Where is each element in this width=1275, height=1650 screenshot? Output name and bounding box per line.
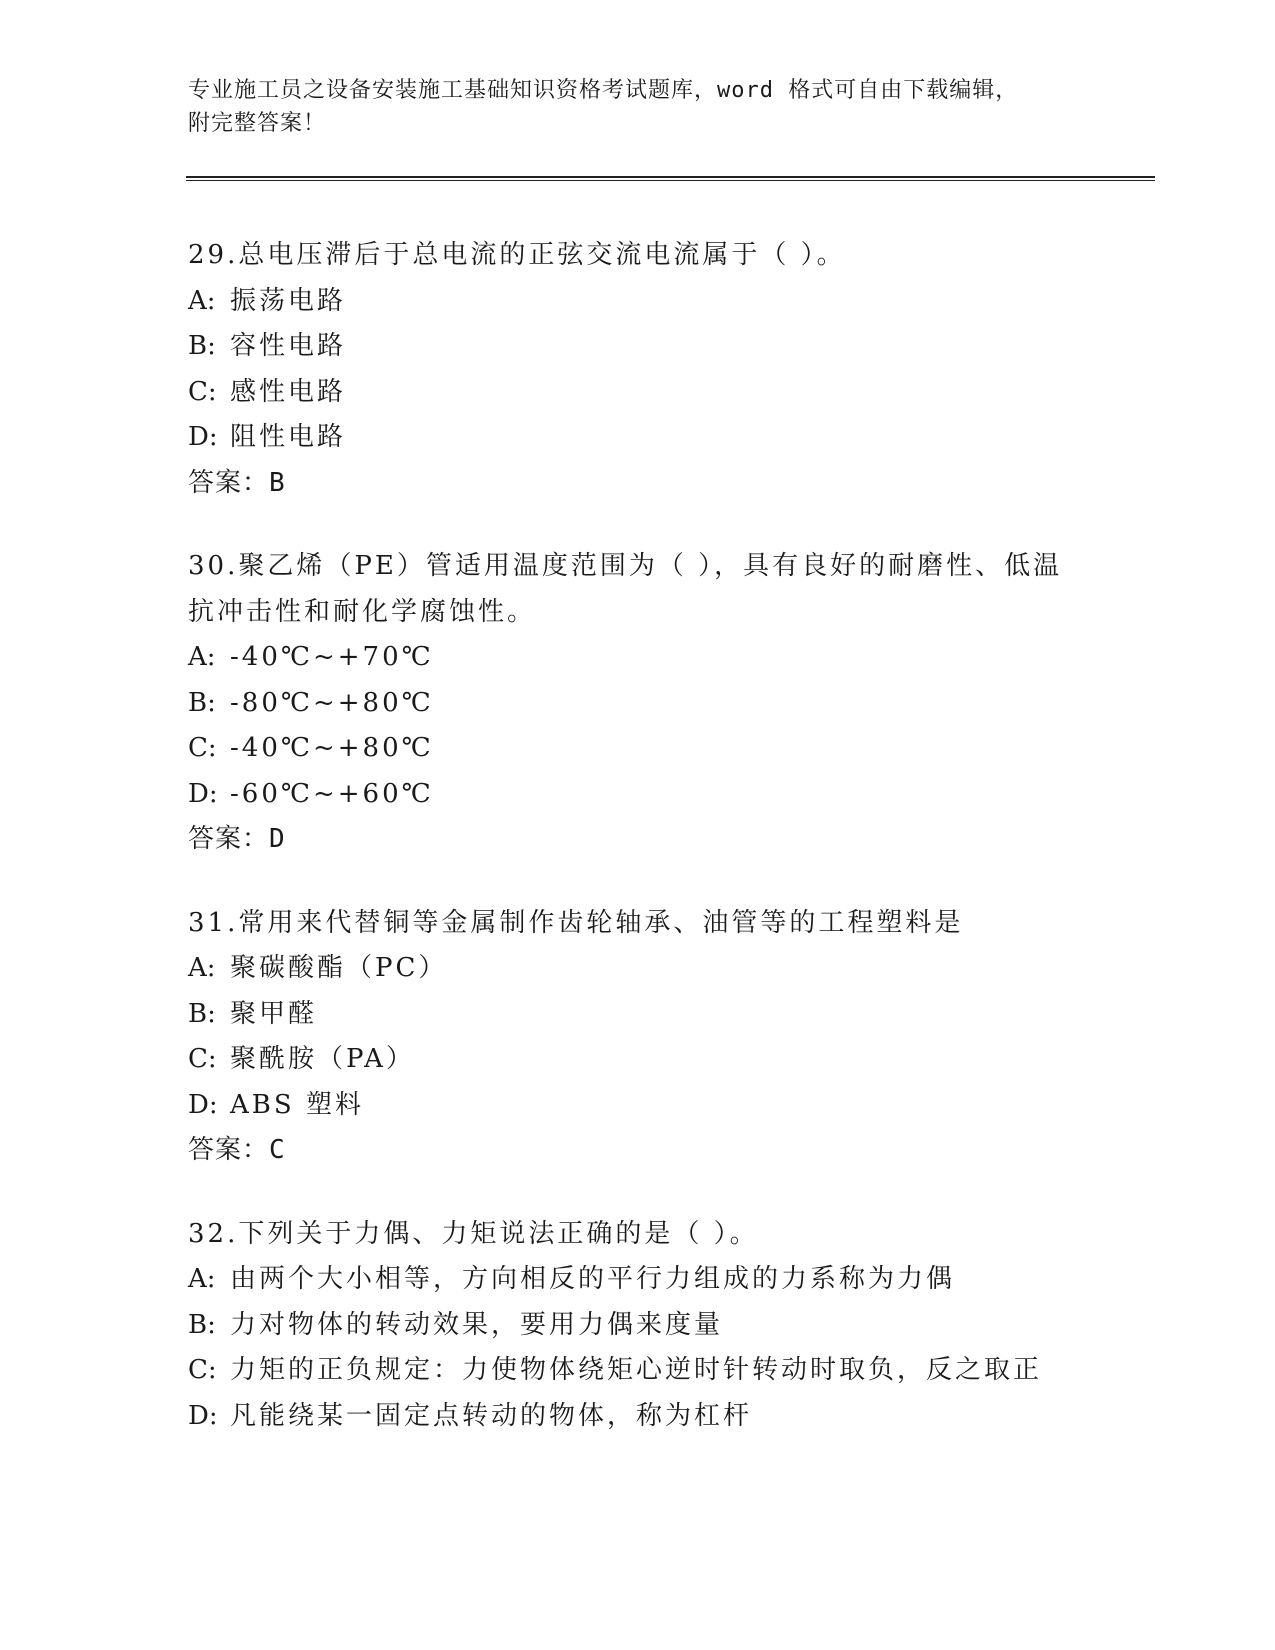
- answer-value: C: [269, 1135, 285, 1165]
- header-line-2: 附完整答案！: [188, 111, 327, 136]
- option-text: 聚碳酸酯（PC）: [230, 953, 448, 983]
- option-key: C:: [188, 1044, 217, 1074]
- answer-line: [188, 461, 1088, 507]
- question-title: 29.总电压滞后于总电流的正弦交流电流属于（ ）。: [188, 240, 846, 270]
- option-c: [188, 726, 1088, 772]
- option-key: B:: [188, 687, 216, 718]
- option-a: [188, 279, 1088, 325]
- option-key: A:: [188, 953, 216, 983]
- option-c: [188, 1348, 1088, 1394]
- option-key: C:: [188, 376, 217, 407]
- option-text: 凡能绕某一固定点转动的物体，称为杠杆: [230, 1400, 753, 1431]
- option-key: B:: [188, 331, 216, 361]
- option-text: 振荡电路: [230, 285, 347, 316]
- document-header: [188, 74, 1078, 140]
- header-line-1: 专业施工员之设备安装施工基础知识资格考试题库，word 格式可自由下载编辑，: [188, 78, 1019, 103]
- option-key: D:: [188, 422, 218, 452]
- option-key: A:: [188, 642, 216, 672]
- answer-value: B: [269, 467, 285, 498]
- option-key: D:: [188, 1400, 218, 1431]
- option-a: [188, 635, 1088, 681]
- option-a: [188, 946, 1088, 992]
- option-b: [188, 992, 1088, 1038]
- option-key: B:: [188, 1309, 216, 1340]
- option-b: [188, 681, 1088, 727]
- question-29: [188, 233, 1088, 506]
- question-title: 31.常用来代替铜等金属制作齿轮轴承、油管等的工程塑料是: [188, 907, 964, 938]
- option-key: A:: [188, 1264, 216, 1294]
- option-text: 感性电路: [230, 376, 347, 407]
- option-text: -40℃~+70℃: [230, 642, 434, 672]
- option-text: 容性电路: [230, 331, 347, 361]
- option-key: B:: [188, 998, 216, 1029]
- answer-value: D: [269, 824, 285, 854]
- option-text: 力矩的正负规定：力使物体绕矩心逆时针转动时取负，反之取正: [230, 1355, 1043, 1385]
- question-31: [188, 901, 1088, 1174]
- option-key: C:: [188, 1355, 217, 1385]
- option-text: -40℃~+80℃: [230, 733, 434, 763]
- option-a: [188, 1257, 1088, 1303]
- option-text: -80℃~+80℃: [230, 687, 434, 718]
- option-text: 力对物体的转动效果，要用力偶来度量: [230, 1309, 724, 1340]
- question-title: 32.下列关于力偶、力矩说法正确的是（ ）。: [188, 1218, 759, 1249]
- answer-label: 答案：: [188, 1135, 270, 1165]
- answer-label: 答案：: [188, 824, 270, 854]
- option-b: [188, 1303, 1088, 1349]
- answer-label: 答案：: [188, 467, 270, 498]
- option-text: ABS 塑料: [230, 1089, 364, 1120]
- option-key: A:: [188, 285, 216, 316]
- option-text: -60℃~+60℃: [230, 778, 434, 809]
- option-text: 聚酰胺（PA）: [230, 1044, 415, 1074]
- question-title: 30.聚乙烯（PE）管适用温度范围为（ ），具有良好的耐磨性、低温抗冲击性和耐化学腐蚀性。: [188, 551, 1063, 627]
- option-d: [188, 772, 1088, 818]
- answer-line: [188, 817, 1088, 863]
- option-d: [188, 415, 1088, 461]
- option-c: [188, 370, 1088, 416]
- option-text: 阻性电路: [230, 422, 347, 452]
- option-key: D:: [188, 778, 218, 809]
- option-key: C:: [188, 733, 217, 763]
- question-32: [188, 1212, 1088, 1440]
- question-30: [188, 544, 1088, 863]
- option-key: D:: [188, 1089, 218, 1120]
- option-text: 由两个大小相等，方向相反的平行力组成的力系称为力偶: [230, 1264, 956, 1294]
- option-b: [188, 324, 1088, 370]
- option-text: 聚甲醛: [230, 998, 318, 1029]
- answer-line: [188, 1128, 1088, 1174]
- header-divider: [186, 176, 1155, 181]
- option-d: [188, 1394, 1088, 1440]
- question-list: [188, 233, 1088, 1477]
- option-c: [188, 1037, 1088, 1083]
- option-d: [188, 1083, 1088, 1129]
